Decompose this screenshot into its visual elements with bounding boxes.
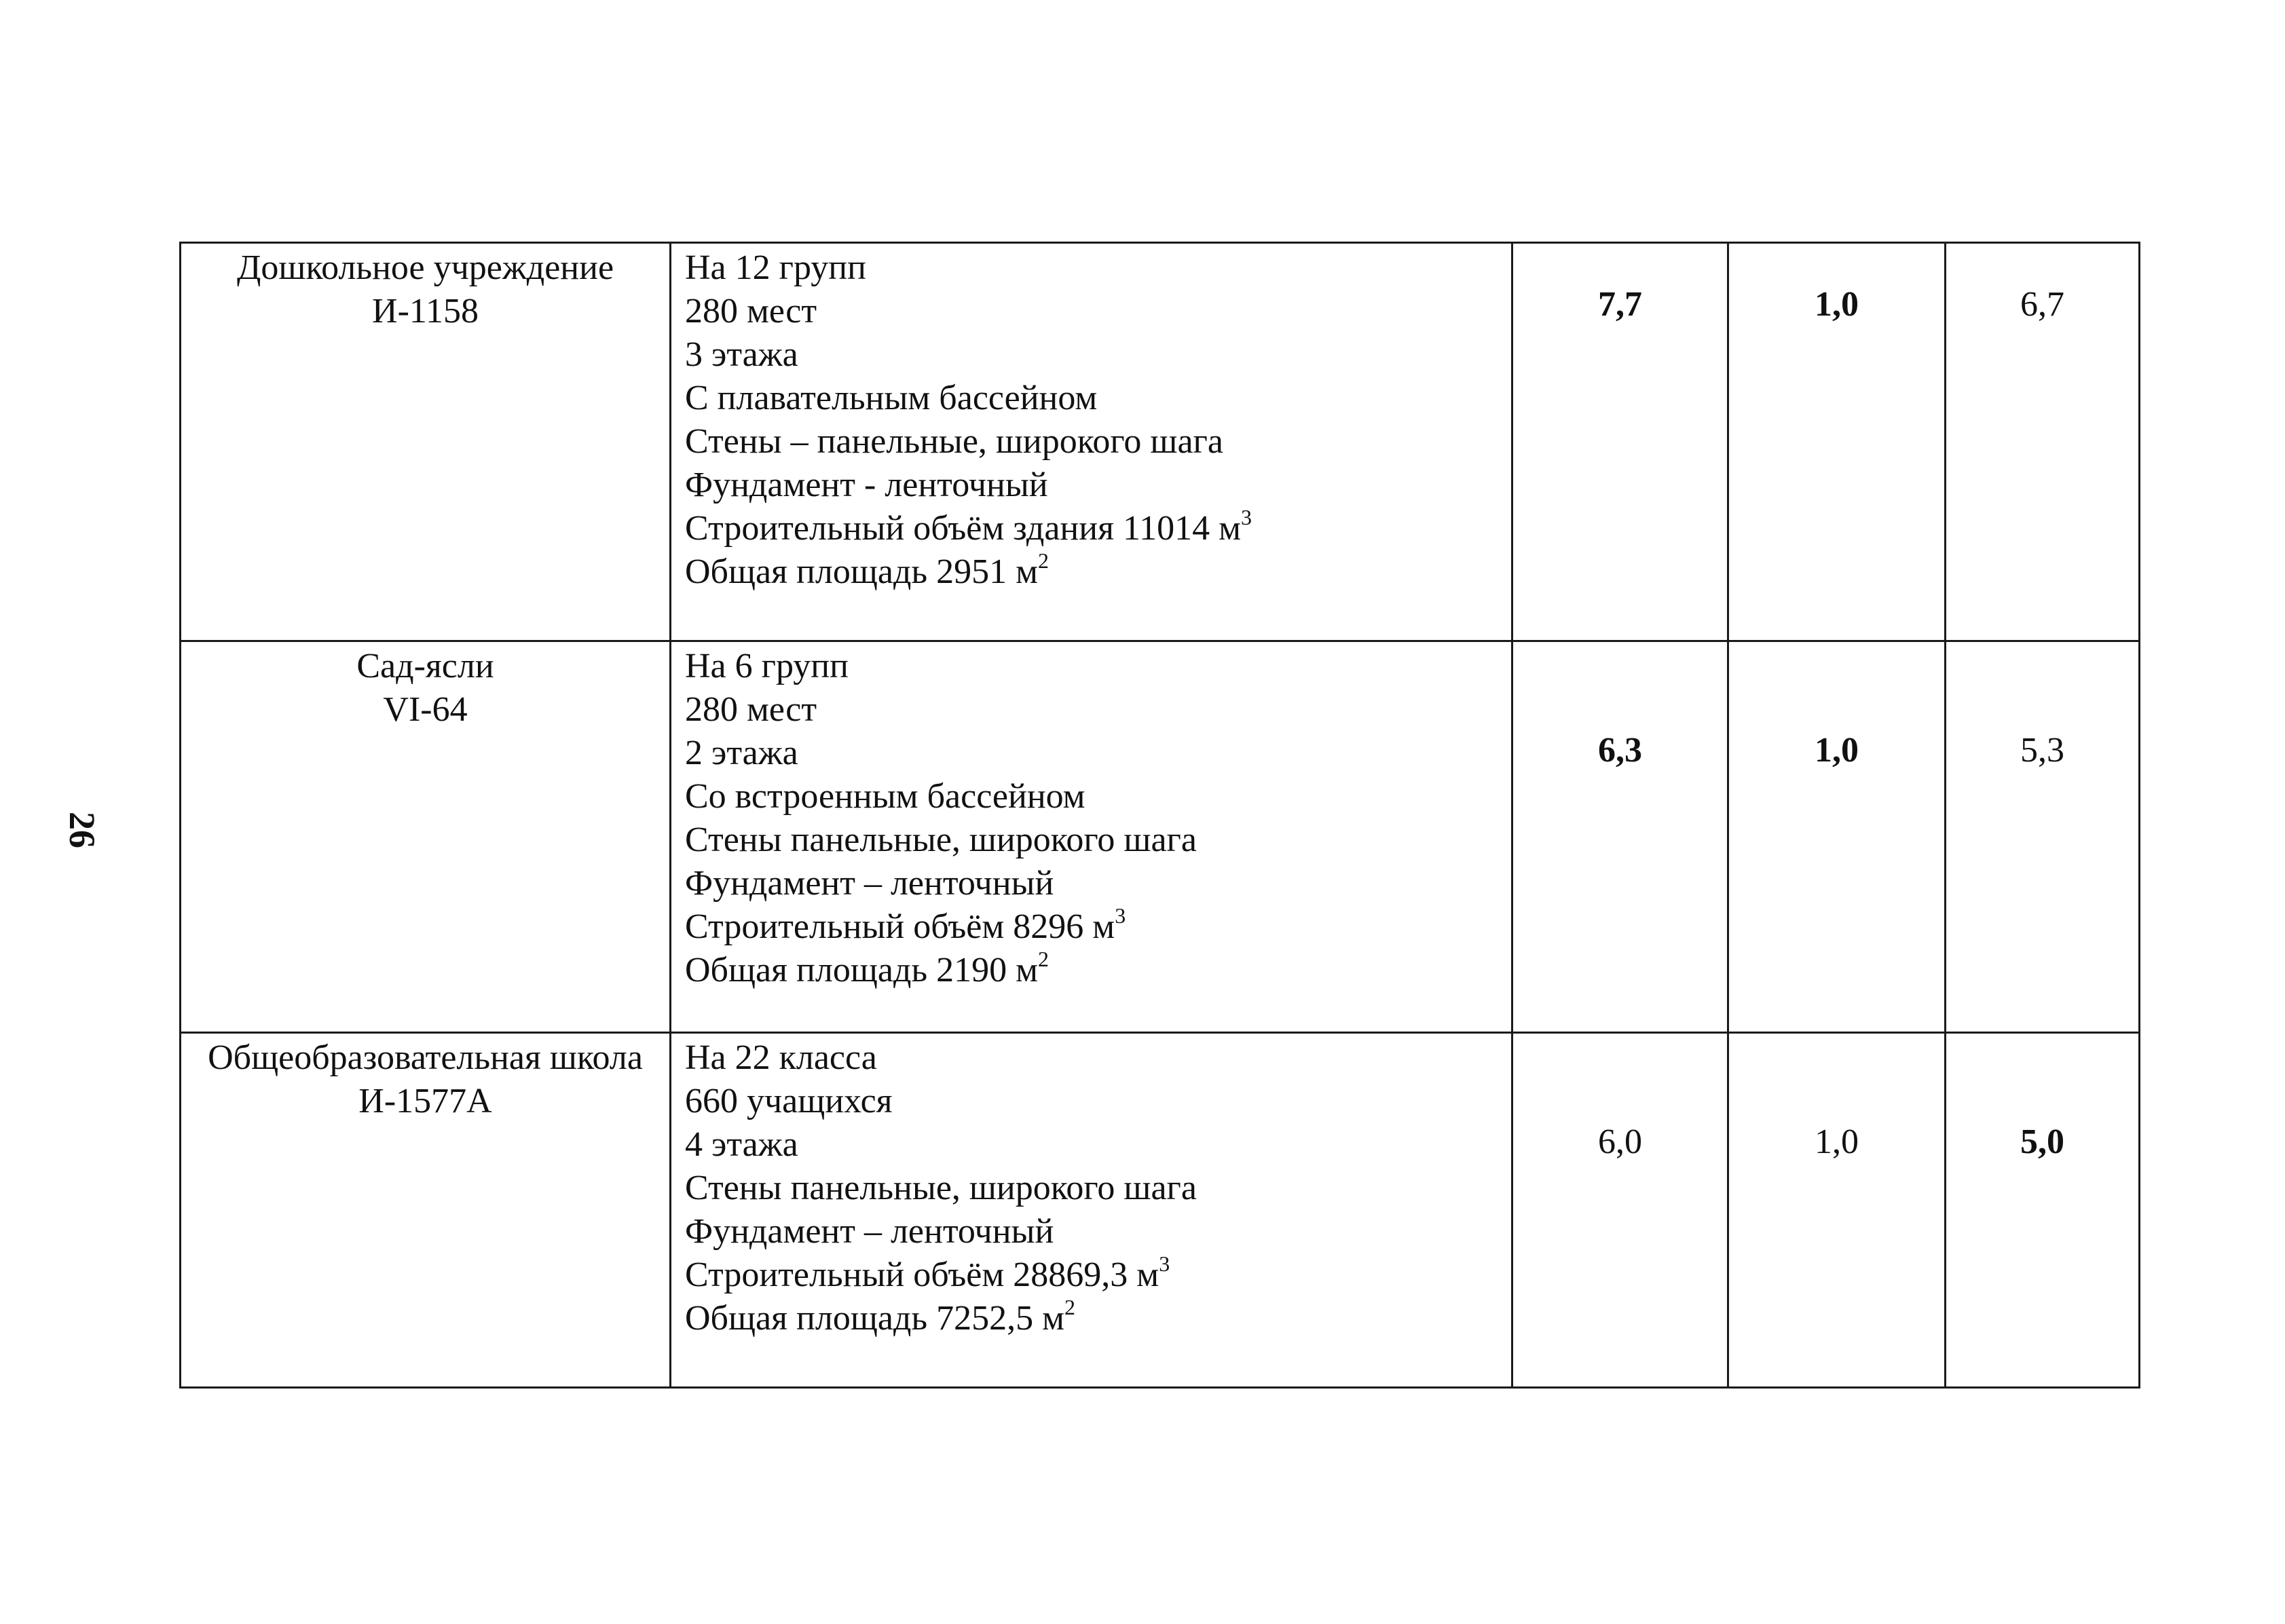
buildings-table	[179, 242, 2140, 1389]
description-line: С плавательным бассейном	[685, 379, 1098, 417]
value-cell-2	[1728, 243, 1946, 641]
value-cell-3	[1946, 243, 2140, 641]
buildings-table-container	[179, 242, 2138, 1389]
page-number: 26	[62, 812, 103, 848]
building-description-cell	[671, 641, 1512, 1033]
description-line: Фундамент - ленточный	[685, 466, 1048, 504]
building-name-cell	[181, 1033, 671, 1388]
value-cell-2	[1728, 1033, 1946, 1388]
value-text: 5,3	[2020, 731, 2064, 770]
description-line: 280 мест	[685, 292, 817, 331]
description-line: Фундамент – ленточный	[685, 1212, 1054, 1251]
building-name-line: VI-64	[383, 690, 468, 729]
value-cell-3	[1946, 641, 2140, 1033]
description-line: Строительный объём 28869,3 $м^3$	[685, 1251, 1170, 1294]
description-line: Со встроенным бассейном	[685, 777, 1085, 816]
value-text: 6,0	[1598, 1122, 1642, 1161]
unit-superscript: 3	[1159, 1251, 1170, 1276]
description-line: 3 этажа	[685, 335, 798, 374]
value-cell-1	[1512, 641, 1728, 1033]
unit-superscript: 3	[1240, 505, 1252, 529]
value-text: 7,7	[1598, 285, 1642, 324]
value-cell-3	[1946, 1033, 2140, 1388]
building-name-cell	[181, 641, 671, 1033]
description-line: 2 этажа	[685, 734, 798, 772]
table-row	[181, 243, 2140, 641]
building-name-line: И-1158	[372, 292, 479, 331]
value-cell-1	[1512, 1033, 1728, 1388]
unit-superscript: 2	[1038, 548, 1049, 573]
table-row	[181, 641, 2140, 1033]
building-name-line: Дошкольное учреждение	[236, 248, 614, 287]
unit-superscript: 2	[1064, 1295, 1076, 1319]
building-name-line: Общеобразовательная школа	[208, 1038, 643, 1077]
building-name-line: И-1577А	[358, 1082, 492, 1120]
value-text: 1,0	[1815, 731, 1859, 770]
description-line: На 12 групп	[685, 248, 866, 287]
description-line: 4 этажа	[685, 1125, 798, 1164]
building-name-cell	[181, 243, 671, 641]
table-body	[181, 243, 2140, 1388]
building-description-cell	[671, 1033, 1512, 1388]
value-text: 6,3	[1598, 731, 1642, 770]
value-text: 6,7	[2020, 285, 2064, 324]
description-line: Стены панельные, широкого шага	[685, 820, 1197, 859]
description-line: Фундамент – ленточный	[685, 864, 1054, 903]
unit-superscript: 3	[1115, 903, 1126, 928]
description-line: На 22 класса	[685, 1038, 877, 1077]
unit-superscript: 2	[1038, 947, 1049, 971]
building-name-line: Сад-ясли	[356, 647, 494, 685]
description-line: 280 мест	[685, 690, 817, 729]
value-text: 5,0	[2020, 1122, 2064, 1161]
description-line: Общая площадь 7252,5 $м^2$	[685, 1295, 1076, 1338]
description-line: На 6 групп	[685, 647, 849, 685]
value-text: 1,0	[1815, 285, 1859, 324]
description-line: 660 учащихся	[685, 1082, 893, 1120]
description-line: Строительный объём здания 11014 $м^3$	[685, 505, 1252, 548]
description-line: Общая площадь 2190 $м^2$	[685, 947, 1049, 989]
value-cell-2	[1728, 641, 1946, 1033]
value-text: 1,0	[1815, 1122, 1859, 1161]
value-cell-1	[1512, 243, 1728, 641]
description-line: Стены – панельные, широкого шага	[685, 422, 1223, 461]
description-line: Общая площадь 2951 $м^2$	[685, 548, 1049, 591]
building-description-cell	[671, 243, 1512, 641]
description-line: Стены панельные, широкого шага	[685, 1169, 1197, 1207]
table-row	[181, 1033, 2140, 1388]
description-line: Строительный объём 8296 $м^3$	[685, 903, 1126, 946]
